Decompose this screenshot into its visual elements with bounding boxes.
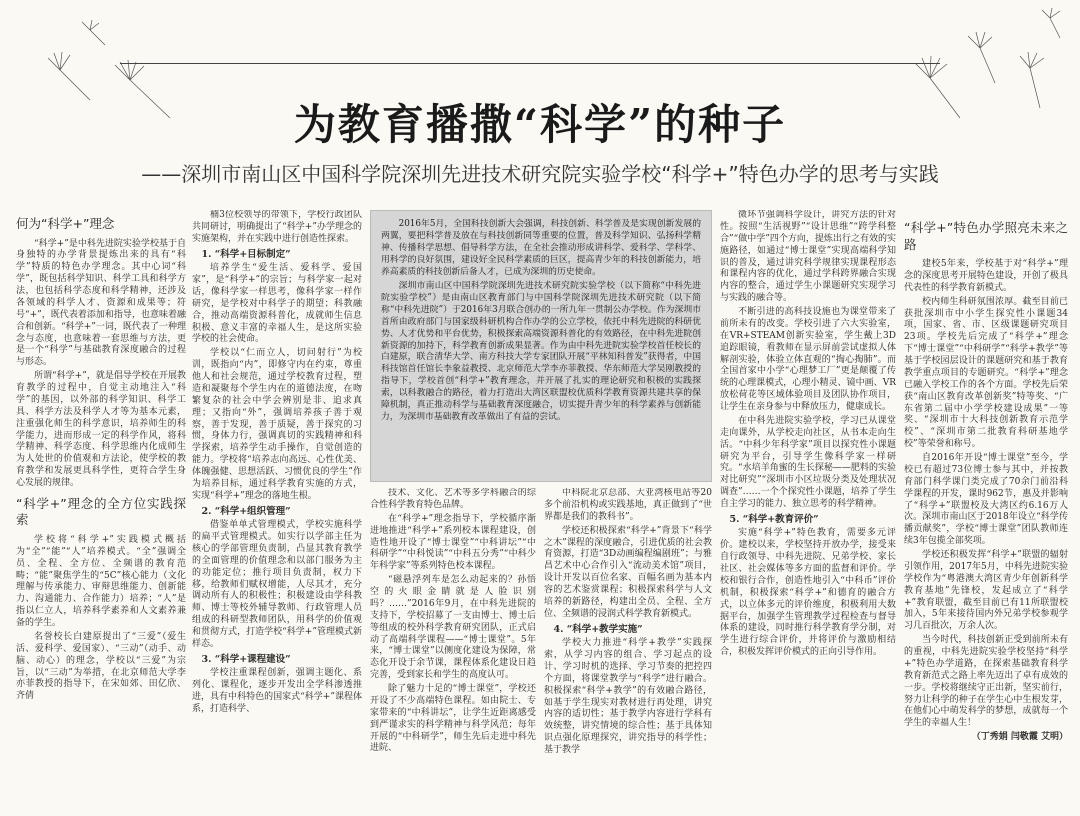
section-heading: “科学+”理念的全方位实践探索 <box>16 495 186 528</box>
paragraph: 楠3位校领导的带领下，学校行政团队共同研讨，明确提出了“科学+”办学理念的实施架构，并在实践中进行创造性探索。 <box>192 210 362 244</box>
paragraph: 学校大力推进“科学+教学”实践探索，从学习内容的组合、学习起点的设计、学习时机的选择、学习节奏的把控四个方面，将课堂教学与“科学”进行融合。积极探索“科学+教学”的有效融合路径，如基于学生现实对教材进行再处理，讲究内容的适切性；基于教学内容进行学科有效统整，讲究情境的综合性；基于具体知识点强化原理探究，讲究指导的科学性；基于教学 <box>544 638 712 756</box>
paragraph: 技术、文化、艺术等多学科融合的综合性科学教育特色品牌。 <box>370 488 536 510</box>
paragraph: 当今时代，科技创新正受到前所未有的重视，中科先进院实验学校坚持“科学+”特色办学道路，在探索基础教育科学教育新范式之路上率先迈出了卓有成效的一步。学校将继续守正出新，坚实前行，努力让科学的种子在学生心中生根发芽，在他们心中萌发科学的梦想，成就每一个学生的幸福人生！ <box>904 635 1068 729</box>
header-rule <box>120 63 940 64</box>
subsection-heading: 2. “科学+组织管理” <box>201 505 291 517</box>
author-credit: （丁秀娟 闫敬霞 艾明） <box>971 732 1068 743</box>
article-column-3 <box>370 488 536 808</box>
subsection-heading: 4. “科学+教学实施” <box>553 623 643 635</box>
section-heading: “科学+”特色办学照亮未来之路 <box>904 220 1068 252</box>
article-column-4 <box>544 488 712 808</box>
paragraph: 学校以“仁而立人，切问射行”为校训，既指向“内”，即修守内在约束，尊重他人和社会规范，通过学校教育过程，塑造和凝聚每个学生内在的道德法度，在吻繁复杂的社会中学会辨别是非、追求真理；又指向“外”，强调培养孩子善于观察，善于发现，善于质疑，善于探究的习惯，身体力行，强调真切的实践精神和科学探索，培养学生动手操作，自觉创造的能力。学校将“培养志向高远、心性优美、体魄强健、思想活跃、习惯优良的学生”作为培养目标，通过科学教育实施的方式，实现“科学+”理念的落地生根。 <box>192 348 362 501</box>
paragraph: 深圳市南山区中国科学院深圳先进技术研究院实验学校（以下简称“中科先进院实验学校”）是由南山区教育部门与中国科学院深圳先进技术研究院（以下简称“中科先进院”）于2016年3月联合创办的一所九年一贯制公办学校。作为深圳市首所由政府部门与国家级科研机构合作办学的公立学校，依托中科先进院的科研优势、人才优势和平台优势，积极探索高端资源科普化的有效路径，在中科先进院创新资源的加持下，科学教育创新成果显著。作为由中科先进院实验学校首任校长的白建原，联合清华大学、南方科技大学专家团队开展“平林知科普发”获得者，中国科技馆首任馆长李象益教授、北京师范大学李亦菲教授、华东师范大学吴刚教授的指导下，学校首创“科学+”教育理念，并开展了扎实的理论研究和积极的实践探索，以科教融合的路径，着力打造出大湾区联盟校优质科学教育资源共建共享的保障机制，真正推动科学与基础教育深度融合，切实提升青少年的科学素养与创新能力，为深圳市基础教育改革做出了有益的尝试。 <box>381 280 701 423</box>
subsection-heading: 3. “科学+课程建设” <box>201 653 291 665</box>
paragraph: 学校还积极发挥“科学+”联盟的辐射引领作用，2017年5月，中科先进院实验学校作为“粤港澳大湾区青少年创新科学教育基地”先锋校，发起成立了“科学+”教育联盟，截至目前已有11所联盟校加入，5年来接待国内外兄弟学校参观学习几百批次，万余人次。 <box>904 550 1068 632</box>
paragraph: 中科院北京总部、大亚湾核电站等20多个前沿机构或实践基地，真正做到了“世界都是我们的教科书”。 <box>544 488 712 522</box>
paragraph: 校内师生科研氛围浓厚。截至目前已获批深圳市中小学生探究性小课题34项，国家、省、市、区级课题研究项目23项。学校先后完成了“科学+”理念下“博士课堂”“中科研学”“科学+教学”等基于学校园层设计的课题研究和基于教育教学重点项目的专题研究。“科学+”理念已融入学校工作的各个方面。学校先后荣获“南山区教育改革创新奖”特等奖、“广东省第二届中小学学校建设成果”一等奖、“深圳市十大科技创新教育示范学校”、“深圳市第二批教育科研基地学校”等荣誉和称号。 <box>904 296 1068 450</box>
paragraph: 在“科学+”理念指导下，学校循序渐进地推进“科学+”系列校本课程建设，创造性地开设了“博士课堂”“中科讲坛”“中科研学”“中科悦读”“中科五分秀”“中科少年科学家”等系列特色校本课程。 <box>370 513 536 572</box>
paragraph: 学校还积极探索“科学+”背景下“科学之木”课程的深度融合，引进优质的社会教育资源，打造“3D动画编程编剧班”；与雅昌艺术中心合作引入“流动美术馆”项目，设计开发以百位名家、百幅名画为基本内容的艺术鉴赏课程；积极探索科学与人文培养的新路径，构建出全员、全程、全方位、全频谱的浸润式科学教育新模式。 <box>544 525 712 619</box>
paragraph: 学校注重课程创新，强调主题化、系列化、课程化，逐步开发出全学科渗透推进，具有中科特色的国家式“科学+”课程体系，打造科学、 <box>192 668 362 714</box>
section-heading: 何为“科学+”理念 <box>16 216 115 231</box>
headline: 为教育播撒“科学”的种子 <box>293 100 787 149</box>
article-column-5 <box>720 210 896 808</box>
paragraph: 借鉴单单式管理模式，学校实施科学的扁平式管理模式。如实行以学部主任为核心的学部管理负责制，凸显其教育教学的全面管理的价值理念和以部门服务为主的功能定位；推行项目负责制，权力下移，给教师们赋权增能，人尽其才，充分调动所有人的积极性；积极建设由学科教师、博士等校外辅导教师、行政管理人员组成的科研型教师团队，用科学的价值观和贯彻方式，打造学校“科学+”管理模式新样态。 <box>192 520 362 649</box>
subsection-heading: 5. “科学+教育评价” <box>729 513 819 525</box>
paragraph: “科学+”是中科先进院实验学校基于自身独特的办学背景提炼出来的具有“科学”特质的特色办学理念。其中心词“科学”，既包括科学知识、科学工具和科学方法，也包括科学态度和科学精神，还涉及各领域的科学人才、资源和成果等；符号“+”，既代表着添加和指导，也意味着融合和创新。“科学+”一词，既代表了一种理念与态度，也意味着一套思维与方法，更是一个“科学”与基础教育深度融合的过程与形态。 <box>16 238 186 368</box>
paragraph: 微环节强调科学设计，讲究方法的针对性。按照“生活视野”“设计思维”“跨学科整合”“做中学”四个方向，提炼出行之有效的实施路径，如通过“博士课堂”实现高端科学知识的普及，通过讲究科学规律实现课程形态和课程内容的优化，通过学科跨界融合实现内容的整合，通过学生小课题研究实现学习与实践的融合等。 <box>720 210 896 304</box>
paragraph: 建校5年来，学校基于对“科学+”理念的深度思考开展特色建设，开创了极具代表性的科学教育新模式。 <box>904 259 1068 293</box>
article-column-1 <box>16 210 186 808</box>
article-column-6 <box>904 210 1068 808</box>
paragraph: 实施“科学+”特色教育，需要多元评价。建校以来，学校坚持开放办学，接受来自行政领导、中科先进院、兄弟学校、家长社区、社会媒体等多方面的监督和评价。学校和银行合作，创造性地引入“中科币”评价机制，积极探索“科学+”和德育的融合方式，以立体多元的评价维度，积极利用大数据平台，加强学生管理教学过程检查与督导体系的建设，同时推行科学教育学分制，对学生进行综合评价，并将评价与激励相结合，积极发挥评价模式的正向引导作用。 <box>720 528 896 658</box>
paragraph: 不断引进的高科技设施也为课堂带来了前所未有的改变。学校引进了六大实验室，在VR+STEAM创新实验室，学生戴上3D追踪眼镜，看教师在显示屏前尝试虚拟人体解剖实验，体验立体直观的“掏心掏肺”。而全国首家中小学“心理梦工厂”更是颠覆了传统的心理课模式，心理小精灵、镜中画、VR放松荷花等区域体验项目及团队协作项目，让学生在亲身参与中释放压力，健康成长。 <box>720 307 896 412</box>
paragraph: 所谓“科学+”，就是倡导学校在开展教育教学的过程中，自觉主动地注入“科学”的基因，以外部的科学知识、科学工具、科学方法及科学人才等为基本元素，注重强化师生的科学意识，培养师生的科学能力，进而形成一定的科学作风，将科学精神、科学态度、科学思维内化成师生为人处世的价值观和方法论，使学校的教育教学和发展更具科学性，更符合学生身心发展的规律。 <box>16 371 186 488</box>
paragraph: 除了魅力十足的“博士课堂”，学校还开设了不少高端特色课程。如由院士、专家带来的“中科讲坛”，让学生近距离感受到严谨求实的科学精神与科学风范；每年开展的“中科研学”，师生先后走进中科先进院、 <box>370 684 536 754</box>
intro-summary-box <box>370 210 712 482</box>
paragraph: “磁悬浮列车是怎么动起来的？孙悟空的火眼金睛就是人脸识别吗？……”2016年9月，在中科先进院的支持下，学校招募了一支由博士、博士后等组成的校外科学教育研究团队，正式启动了高端科学课程——“博士课堂”。5年来，“博士课堂”以侧度化建设为保障，常态化开设于余节课，课程体系化建设日趋完善，受到家长和学生的高度认可。 <box>370 575 536 681</box>
paragraph: 学校将“科学+”实践模式概括为“全”“能”“人”培养模式。“全”强调全员、全程、全方位、全频谱的教育范畴；“能”聚焦学生的“5C”核心能力（文化理解与传承能力、审辩思维能力、创新能力、沟通能力、合作能力）培养；“人”是指以仁立人，培养科学素养和人文素养兼备的学生。 <box>16 534 186 628</box>
subsection-heading: 1. “科学+目标制定” <box>201 248 291 260</box>
paragraph: 2016年5月，全国科技创新大会强调，科技创新、科学普及是实现创新发展的两翼，要把科学普及放在与科技创新同等重要的位置，普及科学知识、弘扬科学精神、传播科学思想、倡导科学方法，在全社会推动形成讲科学、爱科学、学科学、用科学的良好氛围，建设好全民科学素质的巨区，提高青少年的科技创新能力，培养高素质的科技创新后备人才，已成为深圳的历史使命。 <box>381 219 701 277</box>
paragraph: 培养学生“爱生活、爱科学、爱国家”，是“科学+”的宗旨；与科学家一起对话，像科学家一样思考，像科学家一样作研究，是学校对中科学子的期望；科教融合，推动高端资源科普化，成就师生信息积极、意义丰富的幸福人生，是这所实验学校的社会使命。 <box>192 263 362 345</box>
article-column-2 <box>192 210 362 808</box>
paragraph: 自2016年开设“博士课堂”至今，学校已有超过73位博士参与其中，并按教育部门科学课门类完成了70余门前沿科学课程的开发，课时962节，惠及并影响了“科学+”联盟校及大湾区约6.16万人次。深圳市南山区于2018年设立“科学传播贡献奖”，学校“博士课堂”团队教师连续3年包揽全部奖项。 <box>904 453 1068 547</box>
sub-headline: ——深圳市南山区中国科学院深圳先进技术研究院实验学校“科学+”特色办学的思考与实践 <box>141 162 939 186</box>
paragraph: 名誉校长白建原提出了“三爱”（爱生活、爱科学、爱国家）、“三动”（动手、动脑、动心）的理念，学校以“三爱”为宗旨，以“三动”为举措，在北京师范大学李亦菲教授的指导下，在宋如郊、田亿欣、齐倩 <box>16 631 186 702</box>
paragraph: 在中科先进院实验学校，学习已从课堂走向课外，从学校走向社区，从书本走向生活。“中科少年科学家”项目以探究性小课题研究为平台，引导学生像科学家一样研究。“水培羊角蜜的生长探秘——肥料的实验对比研究”“深圳市小区垃圾分类及处理状况调查”……一个个探究性小课题，培养了学生自主学习的能力、独立思考的科学精神。 <box>720 415 896 509</box>
